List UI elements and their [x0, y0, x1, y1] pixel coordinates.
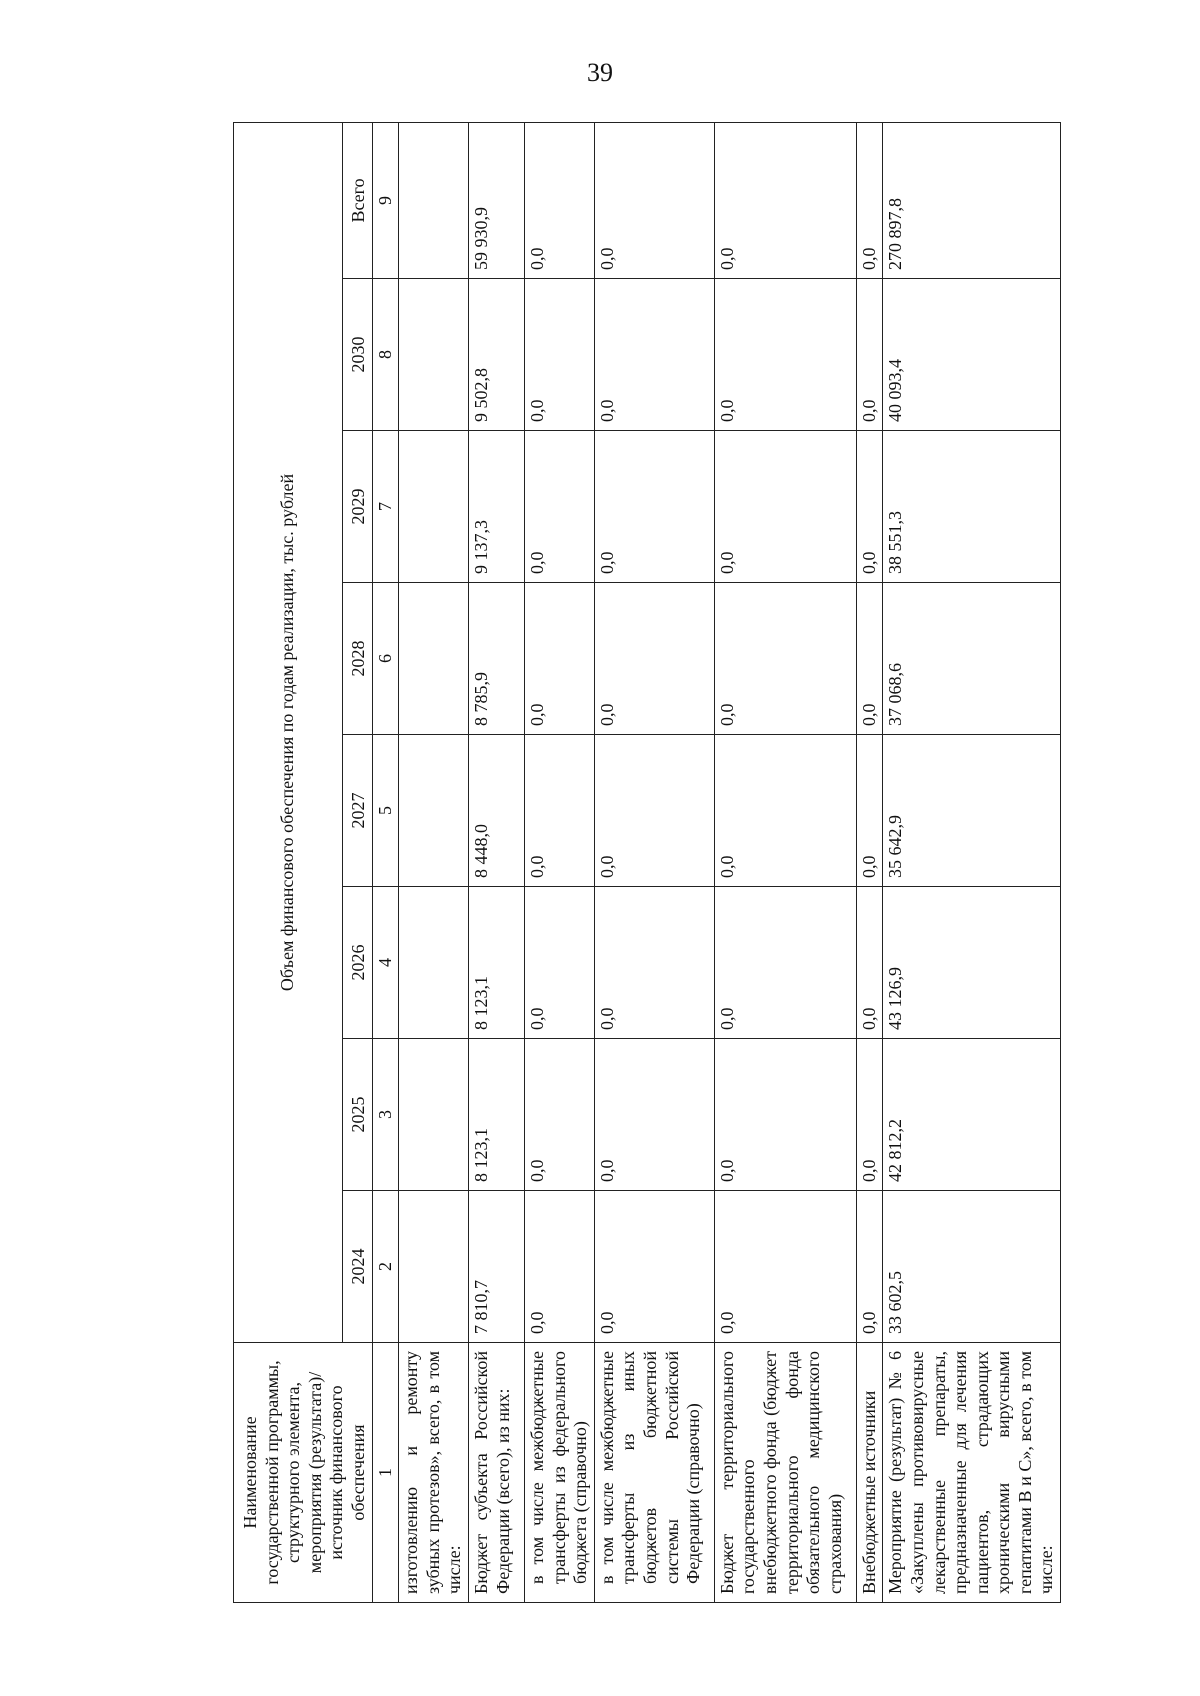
value-cell: [399, 431, 469, 583]
column-number: 4: [372, 887, 399, 1039]
value-cell: 0,0: [714, 1039, 856, 1191]
table-row: [468, 122, 524, 1602]
value-cell: 270 897,8: [883, 122, 1061, 278]
value-cell: 0,0: [856, 431, 883, 583]
column-number: 8: [372, 279, 399, 431]
value-cell: 35 642,9: [883, 735, 1061, 887]
value-cell: 0,0: [524, 887, 594, 1039]
value-cell: 0,0: [594, 122, 714, 278]
row-name: в том числе межбюджетные трансферты из иных бюджетов бюджетной системы Российской Федерации (справочно): [594, 1343, 714, 1603]
value-cell: 0,0: [856, 279, 883, 431]
column-number: 2: [372, 1191, 399, 1343]
table-row: [856, 122, 883, 1602]
value-cell: 0,0: [524, 431, 594, 583]
value-cell: 0,0: [714, 1191, 856, 1343]
year-cell: 2029: [343, 431, 372, 583]
financing-table: [233, 122, 1061, 1603]
column-number: 9: [372, 122, 399, 278]
value-cell: 9 502,8: [468, 279, 524, 431]
value-cell: 0,0: [594, 431, 714, 583]
value-cell: 0,0: [524, 1191, 594, 1343]
value-cell: 0,0: [524, 735, 594, 887]
row-name: в том числе межбюджетные трансферты из федерального бюджета (справочно): [524, 1343, 594, 1603]
value-cell: 7 810,7: [468, 1191, 524, 1343]
value-cell: 0,0: [856, 735, 883, 887]
value-cell: 0,0: [856, 887, 883, 1039]
value-cell: [399, 122, 469, 278]
value-cell: 0,0: [524, 122, 594, 278]
value-cell: 0,0: [594, 735, 714, 887]
value-cell: 0,0: [714, 122, 856, 278]
page-number: 39: [587, 58, 613, 87]
value-cell: 8 785,9: [468, 583, 524, 735]
value-cell: [399, 887, 469, 1039]
column-number: 5: [372, 735, 399, 887]
value-cell: 0,0: [714, 431, 856, 583]
year-cell: 2027: [343, 735, 372, 887]
table-row: [524, 122, 594, 1602]
value-cell: 43 126,9: [883, 887, 1061, 1039]
value-cell: [399, 279, 469, 431]
row-name: Бюджет территориального государственного внебюджетного фонда (бюджет территориального фонда обязательного медицинского страхования): [714, 1343, 856, 1603]
value-cell: 0,0: [524, 1039, 594, 1191]
year-cell: 2030: [343, 279, 372, 431]
value-cell: [399, 1191, 469, 1343]
value-cell: [399, 583, 469, 735]
column-number: 3: [372, 1039, 399, 1191]
value-cell: 0,0: [594, 279, 714, 431]
value-cell: 0,0: [714, 887, 856, 1039]
column-number: 7: [372, 431, 399, 583]
value-cell: 0,0: [594, 1039, 714, 1191]
value-cell: 8 123,1: [468, 1039, 524, 1191]
value-cell: 0,0: [856, 1039, 883, 1191]
value-cell: 37 068,6: [883, 583, 1061, 735]
header-row: [234, 122, 343, 1602]
value-cell: 59 930,9: [468, 122, 524, 278]
year-cell: 2028: [343, 583, 372, 735]
value-cell: [399, 735, 469, 887]
value-cell: 0,0: [524, 279, 594, 431]
year-cell: Всего: [343, 122, 372, 278]
year-cell: 2025: [343, 1039, 372, 1191]
rotated-table-container: [233, 123, 1057, 1603]
header-name-cell: Наименование государственной программы, структурного элемента, мероприятия (результата)/источник финансового обеспечения: [234, 1343, 373, 1603]
table-row: [883, 122, 1061, 1602]
value-cell: 8 448,0: [468, 735, 524, 887]
row-name: Бюджет субъекта Российской Федерации (всего), из них:: [468, 1343, 524, 1603]
row-name: Мероприятие (результат) № 6 «Закуплены противовирусные лекарственные препараты, предназначенные для лечения пациентов, страдающих хроническими вирусными гепатитами В и С», всего, в том числе:: [883, 1343, 1061, 1603]
value-cell: 0,0: [524, 583, 594, 735]
value-cell: 0,0: [856, 583, 883, 735]
year-cell: 2024: [343, 1191, 372, 1343]
value-cell: 42 812,2: [883, 1039, 1061, 1191]
column-numbers-row: [372, 122, 399, 1602]
row-name: Внебюджетные источники: [856, 1343, 883, 1603]
value-cell: 0,0: [714, 735, 856, 887]
year-cell: 2026: [343, 887, 372, 1039]
value-cell: 0,0: [856, 1191, 883, 1343]
value-cell: 38 551,3: [883, 431, 1061, 583]
value-cell: [399, 1039, 469, 1191]
column-number: 6: [372, 583, 399, 735]
table-row: [399, 122, 469, 1602]
value-cell: 33 602,5: [883, 1191, 1061, 1343]
column-number: 1: [372, 1343, 399, 1603]
row-name: изготовлению и ремонту зубных протезов», всего, в том числе:: [399, 1343, 469, 1603]
table-row: [594, 122, 714, 1602]
value-cell: 0,0: [714, 583, 856, 735]
value-cell: 0,0: [856, 122, 883, 278]
header-volume-cell: Объем финансового обеспечения по годам реализации, тыс. рублей: [234, 122, 343, 1342]
value-cell: 0,0: [594, 887, 714, 1039]
value-cell: 8 123,1: [468, 887, 524, 1039]
value-cell: 40 093,4: [883, 279, 1061, 431]
table-row: [714, 122, 856, 1602]
value-cell: 0,0: [594, 583, 714, 735]
value-cell: 0,0: [594, 1191, 714, 1343]
value-cell: 0,0: [714, 279, 856, 431]
value-cell: 9 137,3: [468, 431, 524, 583]
